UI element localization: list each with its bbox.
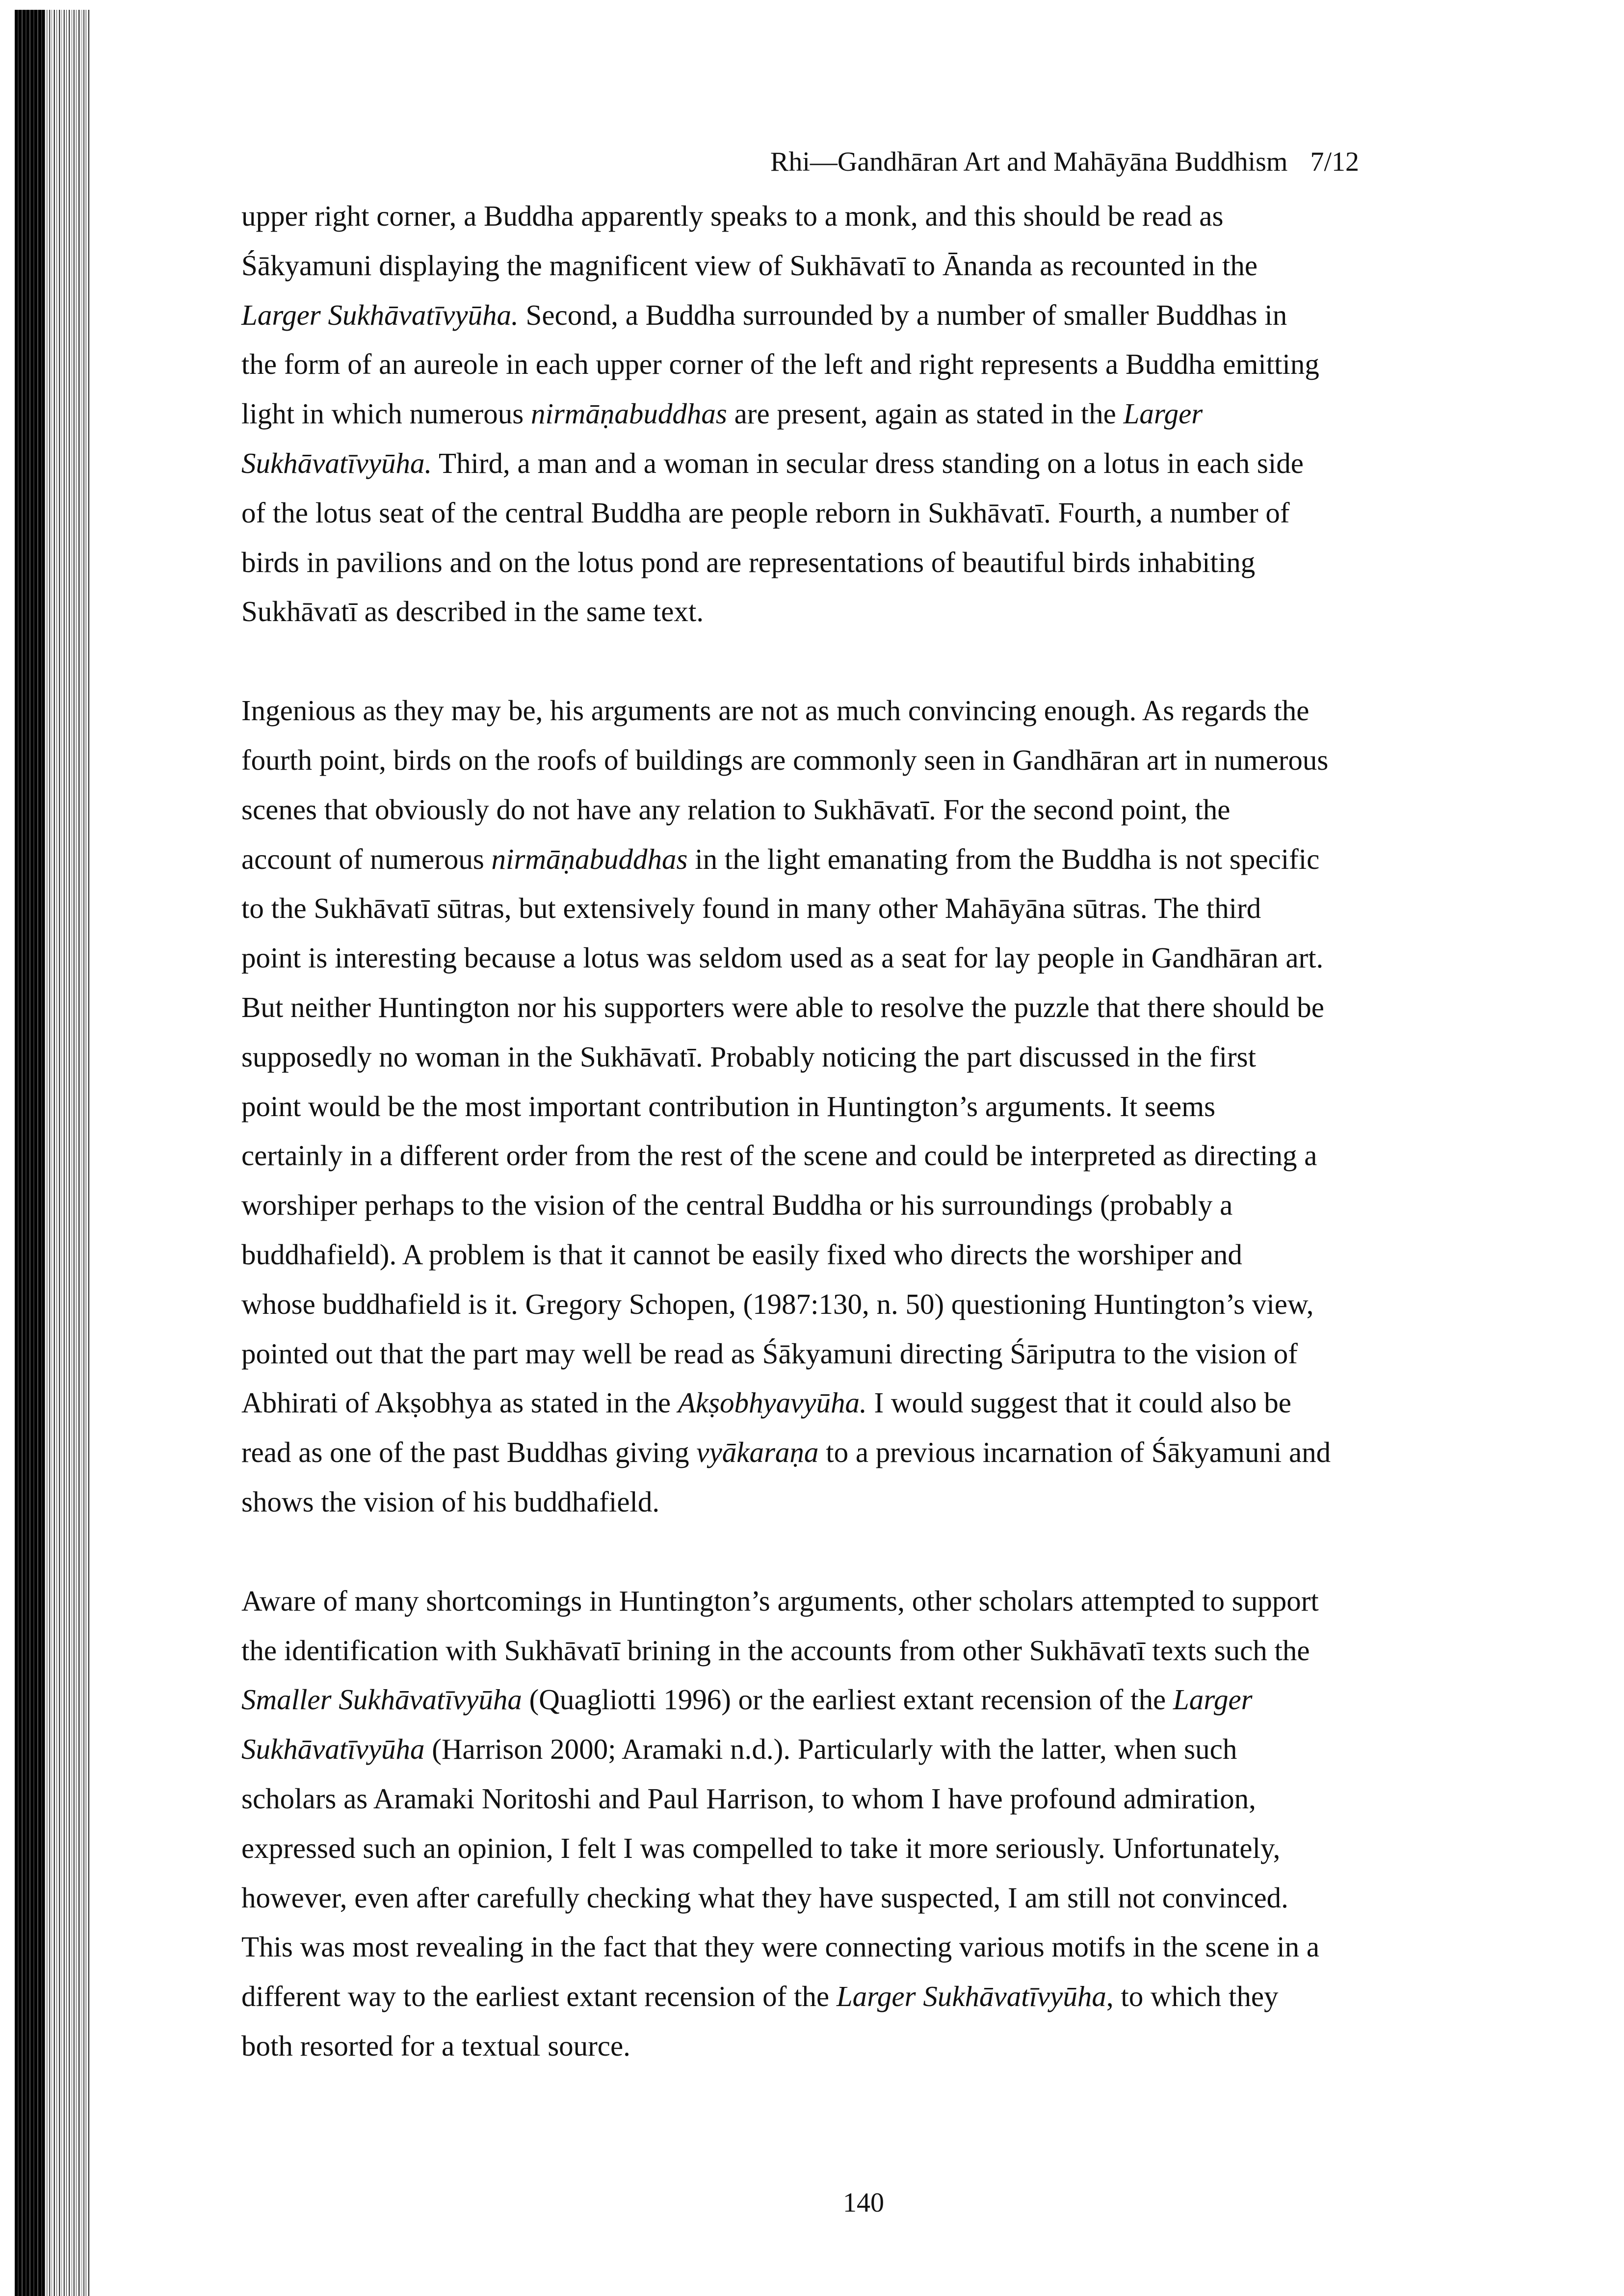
italic-term: Larger Sukhāvatīvyūha xyxy=(836,1980,1106,2013)
text-line: Larger Sukhāvatīvyūha. Second, a Buddha surrounded by a number of smaller Buddhas in xyxy=(241,298,1287,331)
italic-term: nirmāṇabuddhas xyxy=(491,842,688,875)
text-line: different way to the earliest extant recension of the Larger Sukhāvatīvyūha, to which they xyxy=(241,1980,1279,2013)
text-line: expressed such an opinion, I felt I was compelled to take it more seriously. Unfortunately, xyxy=(241,1831,1281,1864)
page-number: 140 xyxy=(843,2188,884,2218)
body-text xyxy=(241,191,1492,2120)
text-line: Sukhāvatī as described in the same text. xyxy=(241,595,704,628)
text-line: the form of an aureole in each upper corner of the left and right represents a Buddha emitting xyxy=(241,348,1319,381)
text-line: This was most revealing in the fact that they were connecting various motifs in the scene in a xyxy=(241,1931,1320,1963)
text-line: whose buddhafield is it. Gregory Schopen, (1987:130, n. 50) questioning Huntington’s view, xyxy=(241,1287,1314,1320)
text-line: birds in pavilions and on the lotus pond are representations of beautiful birds inhabiting xyxy=(241,546,1256,578)
italic-term: Sukhāvatīvyūha xyxy=(241,1733,425,1766)
text-line: the identification with Sukhāvatī brining in the accounts from other Sukhāvatī texts such the xyxy=(241,1634,1310,1667)
text-line: Śākyamuni displaying the magnificent view of Sukhāvatī to Ānanda as recounted in the xyxy=(241,249,1258,282)
italic-term: Larger Sukhāvatīvyūha. xyxy=(241,298,519,331)
italic-term: Larger xyxy=(1123,397,1203,430)
italic-term: Sukhāvatīvyūha. xyxy=(241,446,432,479)
text-line: account of numerous nirmāṇabuddhas in the light emanating from the Buddha is not specific xyxy=(241,842,1320,875)
italic-term: vyākaraṇa xyxy=(696,1436,819,1469)
paragraph-3 xyxy=(241,1576,1492,2071)
running-head xyxy=(770,146,1359,178)
text-line: however, even after carefully checking what they have suspected, I am still not convinced. xyxy=(241,1881,1288,1914)
text-line: point is interesting because a lotus was seldom used as a seat for lay people in Gandhāran art. xyxy=(241,941,1324,974)
text-line: of the lotus seat of the central Buddha are people reborn in Sukhāvatī. Fourth, a number of xyxy=(241,496,1290,529)
text-line: both resorted for a textual source. xyxy=(241,2029,630,2062)
text-line: Ingenious as they may be, his arguments are not as much convincing enough. As regards the xyxy=(241,694,1310,727)
text-line: upper right corner, a Buddha apparently speaks to a monk, and this should be read as xyxy=(241,200,1224,232)
text-line: Sukhāvatīvyūha. Third, a man and a woman in secular dress standing on a lotus in each side xyxy=(241,446,1304,479)
text-line: But neither Huntington nor his supporters were able to resolve the puzzle that there should be xyxy=(241,991,1324,1023)
text-line: certainly in a different order from the rest of the scene and could be interpreted as directing a xyxy=(241,1139,1317,1172)
italic-term: nirmāṇabuddhas xyxy=(530,397,727,430)
text-line: Sukhāvatīvyūha (Harrison 2000; Aramaki n.d.). Particularly with the latter, when such xyxy=(241,1733,1237,1766)
text-line: point would be the most important contribution in Huntington’s arguments. It seems xyxy=(241,1090,1216,1122)
text-line: worshiper perhaps to the vision of the central Buddha or his surroundings (probably a xyxy=(241,1189,1233,1222)
text-line: light in which numerous nirmāṇabuddhas are present, again as stated in the Larger xyxy=(241,397,1203,430)
text-line: Aware of many shortcomings in Huntington’s arguments, other scholars attempted to support xyxy=(241,1584,1319,1617)
text-line: Smaller Sukhāvatīvyūha (Quagliotti 1996) or the earliest extant recension of the Larger xyxy=(241,1683,1253,1716)
running-head-folio: 7/12 xyxy=(1310,147,1360,177)
scanned-book-spine-edge xyxy=(44,10,91,2296)
italic-term: Larger xyxy=(1173,1683,1253,1716)
text-line: scholars as Aramaki Noritoshi and Paul Harrison, to whom I have profound admiration, xyxy=(241,1782,1256,1815)
text-line: supposedly no woman in the Sukhāvatī. Probably noticing the part discussed in the first xyxy=(241,1040,1256,1073)
text-line: Abhirati of Akṣobhya as stated in the Akṣobhyavyūha. I would suggest that it could also be xyxy=(241,1386,1291,1419)
text-line: to the Sukhāvatī sūtras, but extensively found in many other Mahāyāna sūtras. The third xyxy=(241,892,1261,925)
italic-term: Akṣobhyavyūha. xyxy=(678,1386,867,1419)
text-line: buddhafield). A problem is that it cannot be easily fixed who directs the worshiper and xyxy=(241,1238,1242,1271)
paragraph-2 xyxy=(241,686,1492,1527)
paragraph-1 xyxy=(241,191,1492,636)
text-line: scenes that obviously do not have any relation to Sukhāvatī. For the second point, the xyxy=(241,793,1231,826)
text-line: fourth point, birds on the roofs of buildings are commonly seen in Gandhāran art in numerous xyxy=(241,743,1329,776)
text-line: read as one of the past Buddhas giving vyākaraṇa to a previous incarnation of Śākyamuni and xyxy=(241,1436,1331,1469)
scanned-book-spine-shadow xyxy=(15,10,44,2296)
running-head-title: Rhi—Gandhāran Art and Mahāyāna Buddhism xyxy=(770,147,1288,177)
italic-term: Smaller Sukhāvatīvyūha xyxy=(241,1683,522,1716)
text-line: pointed out that the part may well be read as Śākyamuni directing Śāriputra to the vision of xyxy=(241,1337,1298,1370)
text-line: shows the vision of his buddhafield. xyxy=(241,1485,660,1518)
